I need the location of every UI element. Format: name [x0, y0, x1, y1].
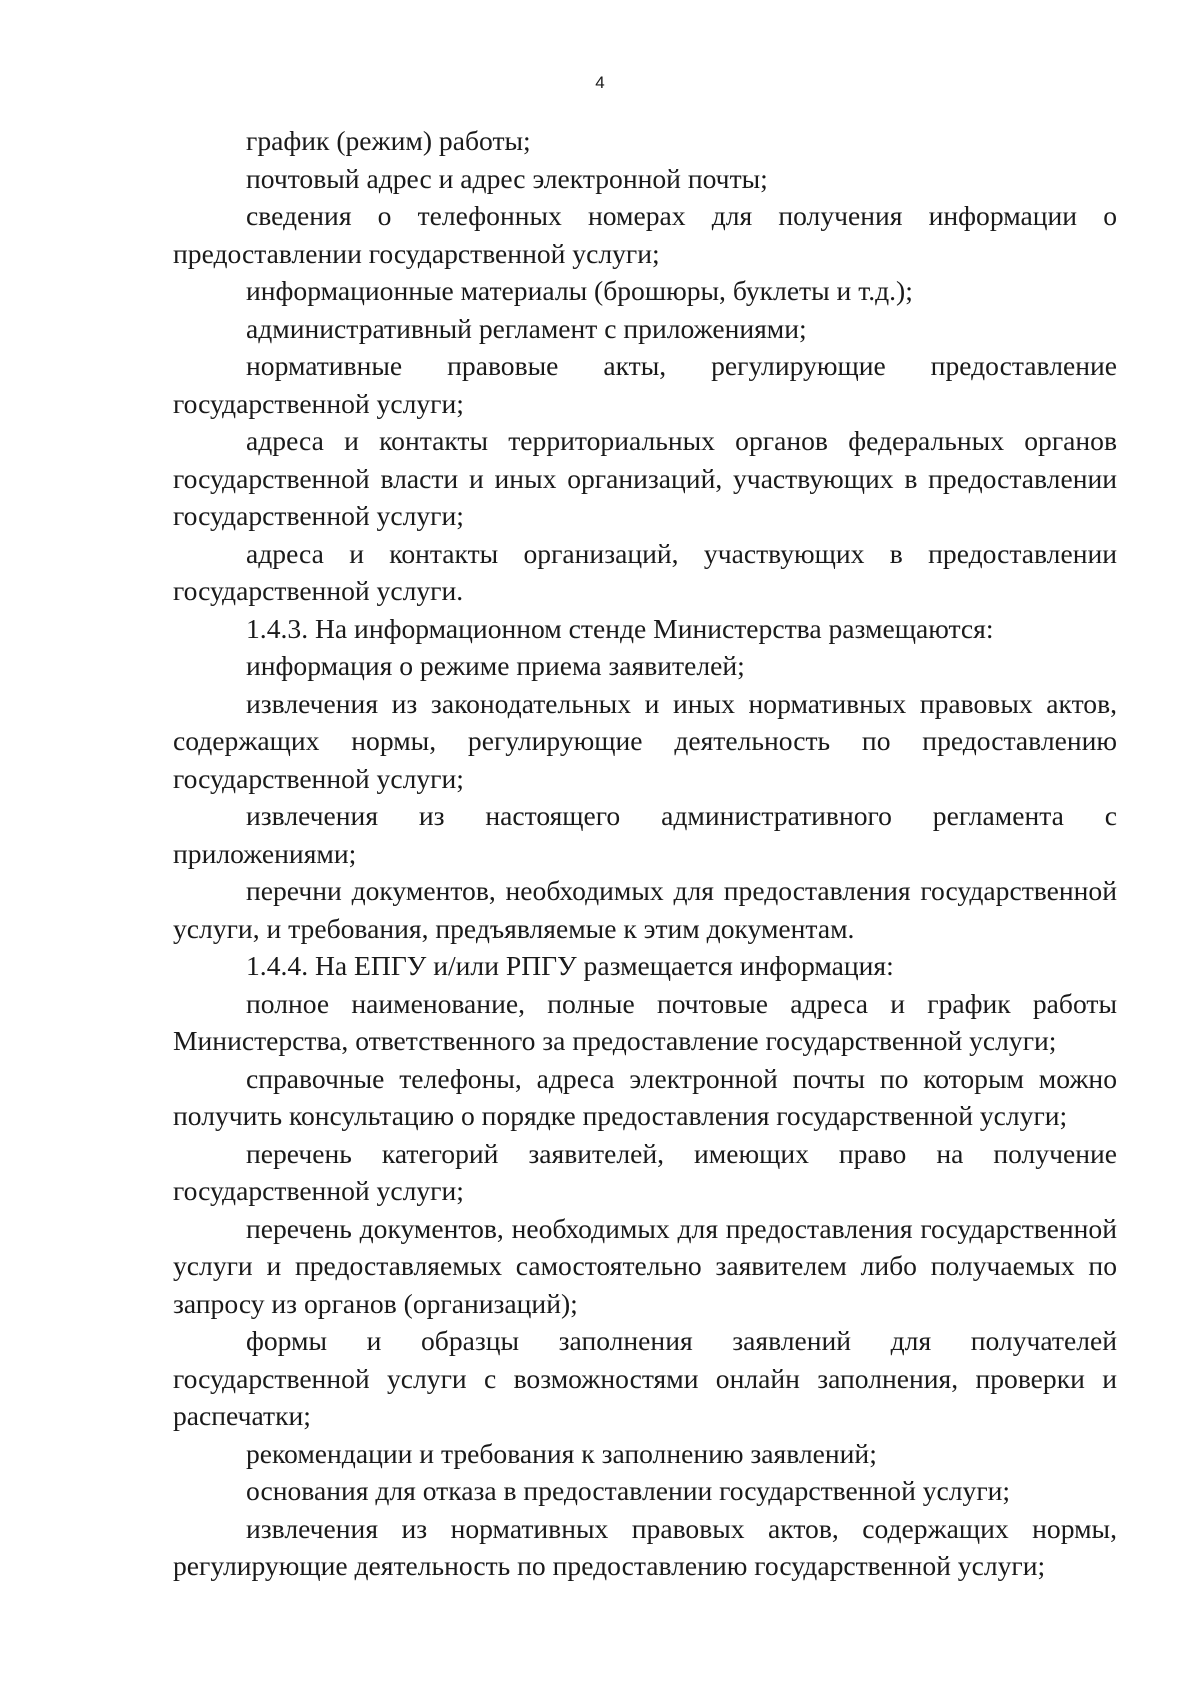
paragraph: информация о режиме приема заявителей;: [246, 650, 745, 681]
paragraph: полное наименование, полные почтовые адреса и график работы Министерства, ответственного за предоставление государственной услуги;: [173, 987, 1117, 1056]
paragraph: административный регламент с приложениями;: [246, 312, 807, 344]
paragraph: перечни документов, необходимых для предоставления государственной услуги, и требования, предъявляемые к этим документам.: [173, 875, 1117, 944]
paragraph: перечень документов, необходимых для предоставления государственной услуги и предоставляемых самостоятельно заявителем либо получаемых по запросу из органов (организаций);: [173, 1212, 1117, 1319]
paragraph: почтовый адрес и адрес электронной почты;: [246, 162, 768, 194]
paragraph: извлечения из законодательных и иных нормативных правовых актов, содержащих нормы, регулирующие деятельность по предоставлению государственной услуги;: [173, 687, 1117, 794]
paragraph: перечень категорий заявителей, имеющих право на получение государственной услуги;: [173, 1137, 1117, 1206]
paragraph: извлечения из нормативных правовых актов, содержащих нормы, регулирующие деятельность по предоставлению государственной услуги;: [173, 1512, 1117, 1581]
paragraph: извлечения из настоящего административного регламента с приложениями;: [173, 800, 1117, 869]
paragraph: нормативные правовые акты, регулирующие предоставление государственной услуги;: [173, 350, 1117, 419]
paragraph: адреса и контакты организаций, участвующих в предоставлении государственной услуги.: [173, 537, 1117, 606]
paragraph: сведения о телефонных номерах для получения информации о предоставлении государственной услуги;: [173, 200, 1117, 269]
page-number: 4: [595, 73, 605, 92]
paragraph: основания для отказа в предоставлении государственной услуги;: [246, 1475, 1011, 1506]
section-heading: 1.4.4. На ЕПГУ и/или РПГУ размещается информация:: [246, 950, 894, 981]
paragraph: рекомендации и требования к заполнению заявлений;: [246, 1437, 877, 1469]
paragraph: график (режим) работы;: [246, 125, 531, 156]
paragraph: информационные материалы (брошюры, буклеты и т.д.);: [246, 275, 913, 306]
paragraph: формы и образцы заполнения заявлений для получателей государственной услуги с возможностями онлайн заполнения, проверки и распечатки;: [173, 1325, 1117, 1431]
paragraph: справочные телефоны, адреса электронной почты по которым можно получить консультацию о порядке предоставления государственной услуги;: [173, 1062, 1117, 1131]
document-body: [173, 122, 1117, 1585]
section-heading: 1.4.3. На информационном стенде Министерства размещаются:: [246, 612, 994, 644]
paragraph: адреса и контакты территориальных органов федеральных органов государственной власти и иных организаций, участвующих в предоставлении государственной услуги;: [173, 425, 1117, 531]
